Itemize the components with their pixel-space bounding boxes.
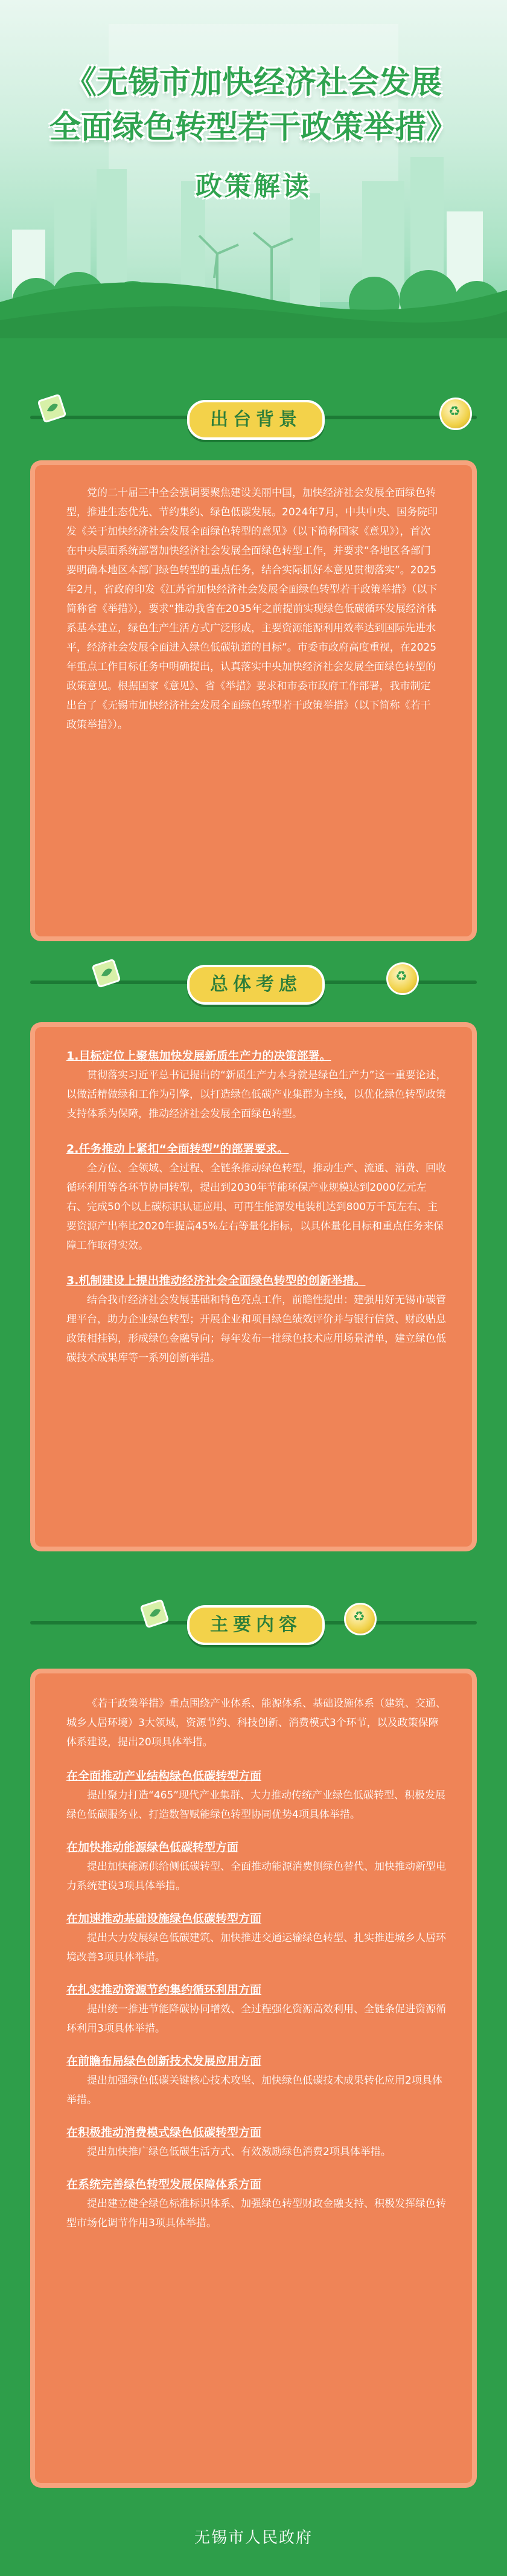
leaf-note-icon	[36, 393, 69, 425]
title-line-1: 《无锡市加快经济社会发展	[65, 65, 442, 101]
main-item-title: 在系统完善绿色转型发展保障体系方面	[66, 2178, 262, 2191]
overall-item	[66, 1139, 447, 1255]
main-item	[66, 1909, 447, 1967]
footer-issuer: 无锡市人民政府	[194, 2529, 313, 2547]
page-subtitle: 政策解读	[196, 171, 311, 202]
main-item-text: 提出聚力打造“465”现代产业集群、大力推动传统产业绿色低碳转型、积极发展绿色低碳服务业、打造数智赋能绿色转型协同优势4项具体举措。	[66, 1789, 446, 1821]
overall-item-title: 1.目标定位上聚焦加快发展新质生产力的决策部署。	[66, 1049, 331, 1063]
section-head-overall	[0, 958, 507, 1012]
main-item-text: 提出加快推广绿色低碳生活方式、有效激励绿色消费2项具体举措。	[87, 2146, 391, 2158]
overall-item-title: 2.任务推动上紧扣“全面转型”的部署要求。	[66, 1142, 289, 1156]
section-label: 主要内容	[187, 1605, 325, 1645]
main-item	[66, 1766, 447, 1824]
leaf-note-icon	[139, 1598, 171, 1631]
main-panel	[35, 1673, 472, 2483]
main-item-title: 在扎实推动资源节约集约循环利用方面	[66, 1983, 262, 1997]
section-head-main	[0, 1598, 507, 1652]
main-item-title: 在全面推动产业结构绿色低碳转型方面	[66, 1769, 262, 1783]
overall-item-title: 3.机制建设上提出推动经济社会全面绿色转型的创新举措。	[66, 1274, 366, 1287]
main-item-text: 提出统一推进节能降碳协同增效、全过程强化资源高效利用、全链条促进资源循环利用3项具体举措。	[66, 2003, 446, 2035]
section-label: 总体考虑	[187, 965, 325, 1005]
section-head-background	[0, 393, 507, 447]
main-item	[66, 1838, 447, 1896]
main-item	[66, 1980, 447, 2038]
leaf-note-icon	[91, 958, 123, 990]
main-item-title: 在加速推动基础设施绿色低碳转型方面	[66, 1912, 262, 1925]
overall-item-text: 全方位、全领域、全过程、全链条推动绿色转型，推动生产、流通、消费、回收循环利用等各环节协同转型，提出到2030年节能环保产业规模达到2000亿元左右、完成50个以上碳标识认证应用、可再生能源发电装机达到800万千瓦左右、主要资源产出率比2020年提高45%左右等量化指标，以具体量化目标和重点任务来保障工作取得实效。	[66, 1162, 446, 1252]
main-item-text: 提出建立健全绿色标准标识体系、加强绿色转型财政金融支持、积极发挥绿色转型市场化调节作用3项具体举措。	[66, 2198, 446, 2229]
page-title	[0, 60, 507, 150]
recycle-coin-icon: ♻	[439, 398, 472, 430]
main-item	[66, 2052, 447, 2110]
main-item-text: 提出大力发展绿色低碳建筑、加快推进交通运输绿色转型、扎实推进城乡人居环境改善3项具体举措。	[66, 1932, 446, 1963]
main-item-text: 提出加强绿色低碳关键核心技术攻坚、加快绿色低碳技术成果转化应用2项具体举措。	[66, 2075, 442, 2106]
recycle-coin-icon: ♻	[344, 1603, 377, 1635]
section-label: 出台背景	[187, 400, 325, 440]
overall-panel	[35, 1027, 472, 1547]
main-item-title: 在加快推动能源绿色低碳转型方面	[66, 1841, 239, 1854]
overall-item-text: 贯彻落实习近平总书记提出的“新质生产力本身就是绿色生产力”这一重要论述，以做活精做绿和工作为引擎，以打造绿色低碳产业集群为主线，以优化绿色转型政策支持体系为保障，推动经济社会发展全面绿色转型。	[66, 1069, 447, 1120]
background-panel	[35, 465, 472, 936]
main-intro: 《若干政策举措》重点围绕产业体系、能源体系、基础设施体系（建筑、交通、城乡人居环境）3大领域，资源节约、科技创新、消费模式3个环节，以及政策保障体系建设，提出20项具体举措。	[66, 1698, 446, 1748]
overall-item	[66, 1271, 447, 1368]
recycle-coin-icon: ♻	[386, 962, 419, 995]
main-item-text: 提出加快能源供给侧低碳转型、全面推动能源消费侧绿色替代、加快推动新型电力系统建设3项具体举措。	[66, 1861, 446, 1892]
title-line-2: 全面绿色转型若干政策举措》	[49, 109, 458, 146]
background-text: 党的二十届三中全会强调要聚焦建设美丽中国，加快经济社会发展全面绿色转型，推进生态优先、节约集约、绿色低碳发展。2024年7月，中共中央、国务院印发《关于加快经济社会发展全面绿色转型的意见》（以下简称国家《意见》），首次在中央层面系统部署加快经济社会发展全面绿色转型工作，并要求“各地区各部门要明确本地区本部门绿色转型的重点任务，结合实际抓好本意见贯彻落实”。2025年2月，省政府印发《江苏省加快经济社会发展全面绿色转型若干政策举措》（以下简称省《举措》），要求“推动我省在2035年之前提前实现绿色低碳循环发展经济体系基本建立，绿色生产生活方式广泛形成，主要资源能源利用效率达到国际先进水平，经济社会发展全面进入绿色低碳轨道的目标”。市委市政府高度重视，在2025年重点工作目标任务中明确提出，认真落实中央加快经济社会发展全面绿色转型的政策意见。根据国家《意见》、省《举措》要求和市委市政府工作部署，我市制定出台了《无锡市加快经济社会发展全面绿色转型若干政策举措》（以下简称《若干政策举措》）。	[66, 487, 438, 731]
main-item-title: 在积极推动消费模式绿色低碳转型方面	[66, 2126, 262, 2139]
main-item	[66, 2175, 447, 2233]
hero-banner	[0, 0, 507, 338]
overall-item-text: 结合我市经济社会发展基础和特色亮点工作，前瞻性提出：建强用好无锡市碳管理平台，助力企业绿色转型；开展企业和项目绿色绩效评价并与银行信贷、财政贴息政策相挂钩，形成绿色金融导向；每年发布一批绿色技术应用场景清单，建立绿色低碳技术成果库等一系列创新举措。	[66, 1294, 446, 1364]
main-item-title: 在前瞻布局绿色创新技术发展应用方面	[66, 2055, 262, 2068]
main-item	[66, 2123, 447, 2162]
overall-item	[66, 1046, 447, 1124]
